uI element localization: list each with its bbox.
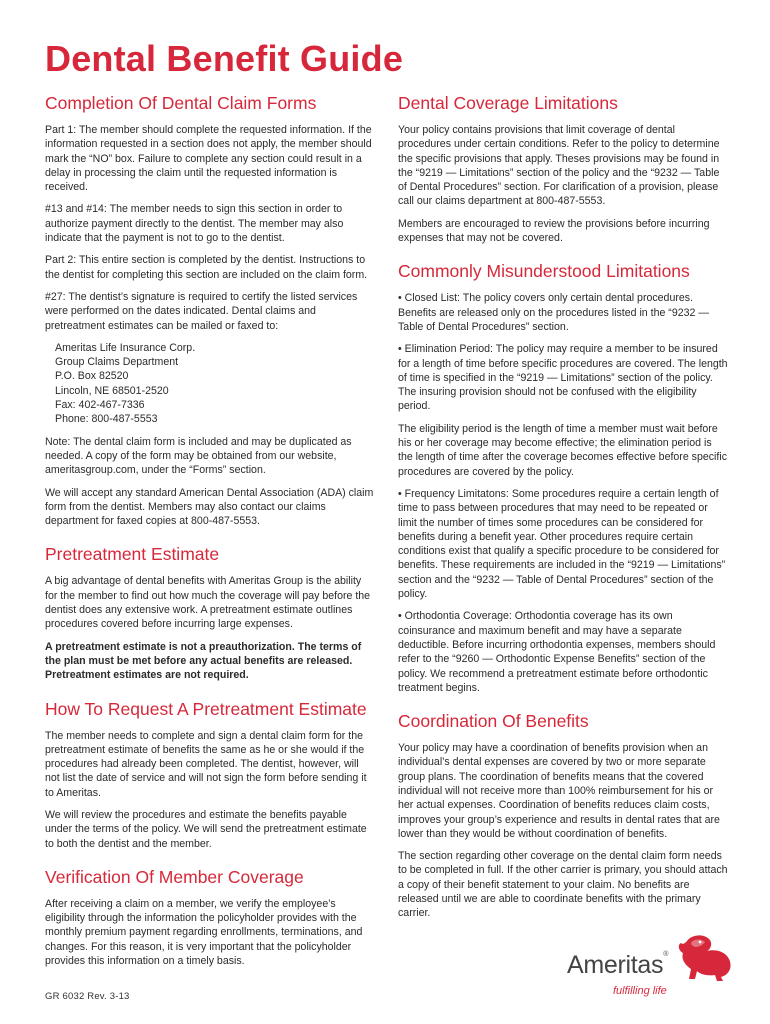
- claim-forms-paragraph: Part 1: The member should complete the requested information. If the information requested in a section does not apply, the member should mark the “NO” box. Failure to complete any section could result in a delay in processing the claim until the requested information is received.: [45, 124, 372, 194]
- claim-forms-section: [45, 93, 375, 528]
- misunderstood-item: • Orthodontia Coverage: Orthodontia coverage has its own coinsurance and maximum benefit and may have a separate deductible. Before incurring orthodontia expenses, members should refer to the “9260 — Orthodontic Expense Benefits” section of the policy. We recommend a pretreatment estimate before orthodontic treatment begins.: [398, 610, 716, 694]
- claim-forms-paragraph: Note: The dental claim form is included and may be duplicated as needed. A copy of the form may be obtained from our website, ameritasgroup.com, under the “Forms” section.: [45, 435, 352, 477]
- coordination-paragraph: Your policy may have a coordination of benefits provision when an individual’s dental expenses are covered by two or more separate group plans. The coordination of benefits means that the covered individual will not receive more than 100% reimbursement for his or her actual expenses. Coordination of benefits reduces claim costs, improves your group’s experience and results in dental rates that are lower than they would be without coordination of benefits.: [398, 742, 720, 840]
- limitations-paragraph: Your policy contains provisions that limit coverage of dental procedures under certain conditions. Refer to the policy to determine the specific provisions that apply. Theses provisions may be found in the “9219 — Limitations” section of the policy and the “9232 — Table of Dental Procedures” section. For clarification of a provision, please call our claims department at 800-487-5553.: [398, 124, 720, 208]
- claim-forms-paragraph: Part 2: This entire section is completed by the dentist. Instructions to the dentist for completing this section are included on the claim form.: [45, 254, 368, 281]
- pretreatment-section: [45, 544, 375, 682]
- misunderstood-heading: Commonly Misunderstood Limitations: [398, 261, 690, 282]
- page-title: Dental Benefit Guide: [45, 38, 404, 79]
- claim-forms-heading: Completion Of Dental Claim Forms: [45, 93, 317, 113]
- mailing-address: [55, 341, 375, 427]
- address-line: Group Claims Department: [55, 356, 179, 369]
- misunderstood-item: The eligibility period is the length of time a member must wait before his or her coverage may become effective; the elimination period is the length of time after the coverage becomes effective before specific procedures are covered by the policy.: [398, 422, 727, 478]
- request-estimate-paragraph: The member needs to complete and sign a dental claim form for the pretreatment estimate of benefits the same as he or she would if the procedures had already been completed. The dentist, however, will not list the date of service and will not sign the form before sending it to Ameritas.: [45, 729, 367, 799]
- limitations-heading: Dental Coverage Limitations: [398, 93, 618, 113]
- limitations-section: [398, 93, 728, 245]
- request-estimate-paragraph: We will review the procedures and estimate the benefits payable under the terms of the policy. We will send the pretreatment estimate to both the dentist and the member.: [45, 808, 367, 850]
- limitations-paragraph: Members are encouraged to review the provisions before incurring expenses that may not be covered.: [398, 217, 710, 245]
- form-code: GR 6032 Rev. 3-13: [45, 991, 130, 1002]
- logo-tagline: fulfilling life: [613, 985, 667, 997]
- registered-mark: ®: [663, 951, 669, 958]
- claim-forms-paragraph: #13 and #14: The member needs to sign this section in order to authorize payment directly to the dentist. The member may also indicate that the payment is not to go to the dentist.: [45, 203, 344, 245]
- address-fax: Fax: 402-467-7336: [55, 399, 145, 412]
- verification-heading: Verification Of Member Coverage: [45, 866, 304, 887]
- pretreatment-notice: A pretreatment estimate is not a preauthorization. The terms of the plan must be met before any actual benefits are released. Pretreatment estimates are not required.: [45, 640, 362, 682]
- misunderstood-section: [398, 261, 728, 695]
- request-estimate-section: [45, 699, 375, 851]
- address-line: Lincoln, NE 68501-2520: [55, 384, 169, 397]
- claim-forms-paragraph: #27: The dentist’s signature is required to certify the listed services were performed on the dates indicated. Dental claims and pretreatment estimates can be mailed or faxed to:: [45, 290, 358, 332]
- verification-paragraph: After receiving a claim on a member, we verify the employee’s eligibility through the information the policyholder provides with the monthly premium payment regarding enrollments, terminations, and changes. For this reason, it is very important that the policyholder provides this information on a timely basis.: [45, 897, 363, 968]
- address-line: P.O. Box 82520: [55, 370, 129, 383]
- pretreatment-heading: Pretreatment Estimate: [45, 544, 220, 565]
- coordination-heading: Coordination Of Benefits: [398, 711, 589, 732]
- logo-word-text: Ameritas: [567, 951, 664, 979]
- verification-section: [45, 867, 375, 968]
- pretreatment-paragraph: A big advantage of dental benefits with Ameritas Group is the ability for the member to find out how much the coverage will pay before the dentist does any extensive work. A pretreatment estimate outlines procedures covered before incurring large expenses.: [45, 575, 371, 631]
- logo-wordmark: [567, 951, 668, 980]
- misunderstood-item: • Closed List: The policy covers only certain dental procedures. Benefits are released only on the procedures listed in the “9232 — Table of Dental Procedures” section.: [398, 292, 709, 333]
- coordination-paragraph: The section regarding other coverage on the dental claim form needs to be completed in full. If the other carrier is primary, you should attach a copy of their benefit statement to your claim. No benefits are released until we are able to coordinate benefits with the primary carrier.: [398, 850, 728, 920]
- coordination-section: [398, 711, 728, 921]
- request-estimate-heading: How To Request A Pretreatment Estimate: [45, 698, 367, 719]
- claim-forms-paragraph: We will accept any standard American Dental Association (ADA) claim form from the dentist. Members may also contact our claims department for faxed copies at 800-487-5553.: [45, 486, 374, 528]
- address-phone: Phone: 800-487-5553: [55, 413, 158, 426]
- misunderstood-item: • Elimination Period: The policy may require a member to be insured for a length of time before specific procedures are covered. The length of time is specified in the “9219 — Limitations” section of the policy. The insuring provision should not be confused with the eligibility period.: [398, 343, 728, 413]
- left-column: [45, 93, 375, 984]
- address-line: Ameritas Life Insurance Corp.: [55, 341, 196, 354]
- misunderstood-item: • Frequency Limitatons: Some procedures require a certain length of time to pass between procedures that may need to be repeated or limit the number of times some procedures can be considered for benefits during a benefit year. Other procedures require certain conditions exist that qualify a specific procedure to be considered for benefits. These requirements are included in the “9219 — Limitations” section and the “9232 — Table of Dental Procedures” section of the policy.: [398, 487, 726, 601]
- lion-icon: [673, 933, 735, 983]
- ameritas-logo: [565, 933, 735, 1003]
- right-column: [398, 93, 728, 937]
